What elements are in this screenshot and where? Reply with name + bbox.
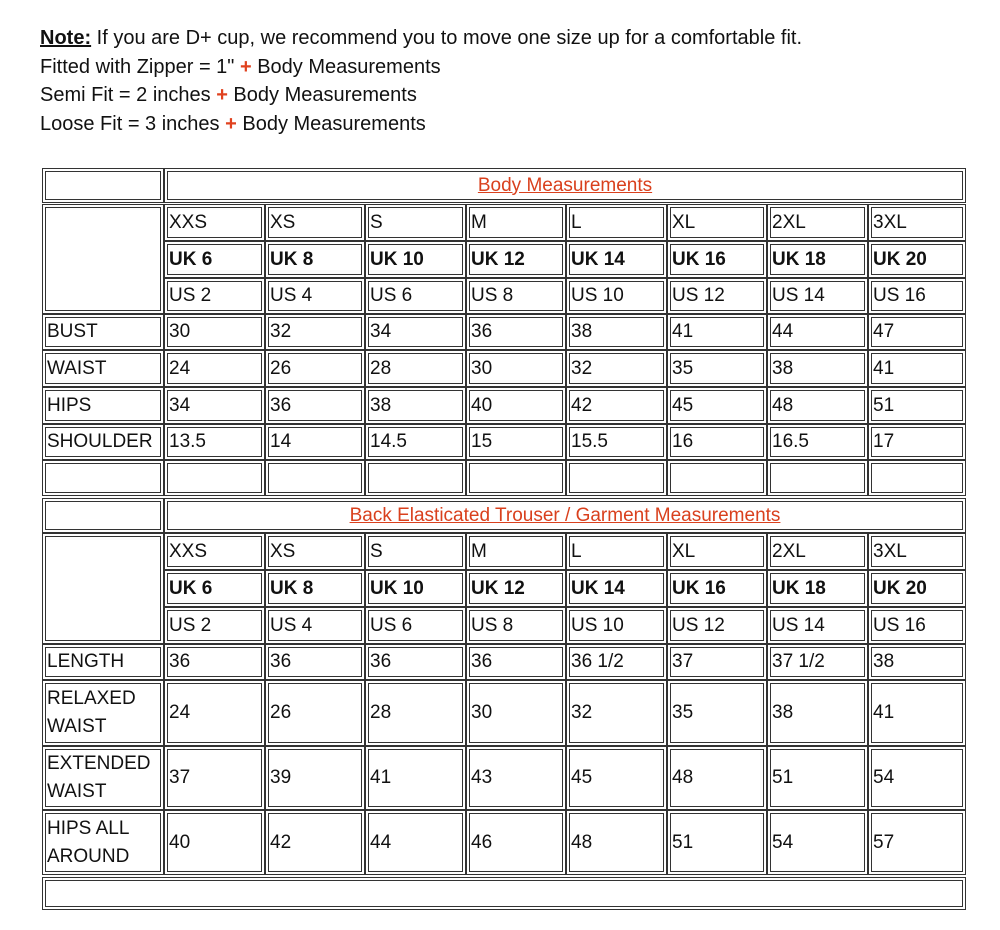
measure-cell: 43 bbox=[466, 746, 566, 810]
blank-cell bbox=[42, 460, 164, 496]
blank-cell bbox=[667, 460, 767, 496]
measure-cell: 17 bbox=[868, 424, 966, 460]
us-size-cell: US 4 bbox=[265, 278, 365, 314]
blank-cell bbox=[164, 460, 265, 496]
measure-cell: 35 bbox=[667, 350, 767, 387]
measure-cell: 36 1/2 bbox=[566, 644, 667, 680]
measure-cell: 15.5 bbox=[566, 424, 667, 460]
fitted-suffix: Body Measurements bbox=[251, 55, 441, 78]
us-size-cell: US 10 bbox=[566, 607, 667, 644]
row-label: HIPS ALL AROUND bbox=[42, 810, 164, 875]
measure-cell: 30 bbox=[466, 350, 566, 387]
measure-cell: 30 bbox=[466, 680, 566, 746]
blank-cell bbox=[566, 460, 667, 496]
table-title: Body Measurements bbox=[164, 168, 966, 203]
semi-prefix: Semi Fit = 2 inches bbox=[40, 84, 217, 106]
measure-cell: 34 bbox=[365, 314, 466, 350]
blank-cell bbox=[466, 460, 566, 496]
loose-prefix: Loose Fit = 3 inches bbox=[40, 112, 226, 135]
measure-cell: 36 bbox=[265, 644, 365, 680]
us-size-cell: US 6 bbox=[365, 607, 466, 644]
uk-size-cell: UK 6 bbox=[164, 570, 265, 607]
measure-cell: 16.5 bbox=[767, 424, 868, 460]
fitted-line bbox=[40, 53, 802, 82]
size-cell: 2XL bbox=[767, 204, 868, 241]
blank-cell bbox=[42, 533, 164, 644]
size-cell: 2XL bbox=[767, 533, 868, 570]
measure-cell: 44 bbox=[767, 314, 868, 350]
size-cell: S bbox=[365, 204, 466, 241]
measure-cell: 24 bbox=[164, 350, 265, 387]
us-size-cell: US 10 bbox=[566, 278, 667, 314]
measure-cell: 41 bbox=[365, 746, 466, 810]
size-cell: M bbox=[466, 204, 566, 241]
size-cell: XL bbox=[667, 204, 767, 241]
size-cell: XXS bbox=[164, 533, 265, 570]
uk-size-cell: UK 10 bbox=[365, 570, 466, 607]
us-size-cell: US 2 bbox=[164, 278, 265, 314]
blank-cell bbox=[868, 460, 966, 496]
us-size-cell: US 16 bbox=[868, 607, 966, 644]
us-size-cell: US 12 bbox=[667, 607, 767, 644]
plus-sign: + bbox=[225, 112, 237, 135]
size-cell: S bbox=[365, 533, 466, 570]
uk-size-cell: UK 12 bbox=[466, 241, 566, 278]
measure-cell: 30 bbox=[164, 314, 265, 350]
us-size-cell: US 14 bbox=[767, 278, 868, 314]
uk-size-cell: UK 20 bbox=[868, 570, 966, 607]
measure-cell: 51 bbox=[767, 746, 868, 810]
measure-cell: 26 bbox=[265, 350, 365, 387]
measure-cell: 24 bbox=[164, 680, 265, 746]
row-label: EXTENDED WAIST bbox=[42, 746, 164, 810]
us-size-cell: US 8 bbox=[466, 278, 566, 314]
measure-cell: 44 bbox=[365, 810, 466, 875]
uk-size-cell: UK 20 bbox=[868, 241, 966, 278]
measure-cell: 38 bbox=[767, 680, 868, 746]
uk-size-cell: UK 16 bbox=[667, 570, 767, 607]
measure-cell: 38 bbox=[767, 350, 868, 387]
measure-cell: 32 bbox=[265, 314, 365, 350]
uk-size-cell: UK 18 bbox=[767, 241, 868, 278]
blank-cell bbox=[42, 168, 164, 203]
measure-cell: 48 bbox=[767, 387, 868, 424]
fitted-prefix: Fitted with Zipper = 1" bbox=[40, 55, 240, 78]
us-size-cell: US 6 bbox=[365, 278, 466, 314]
measure-cell: 40 bbox=[164, 810, 265, 875]
measure-cell: 38 bbox=[365, 387, 466, 424]
measure-cell: 38 bbox=[868, 644, 966, 680]
note-line bbox=[40, 24, 802, 53]
measure-cell: 54 bbox=[767, 810, 868, 875]
measure-cell: 14 bbox=[265, 424, 365, 460]
table-title: Back Elasticated Trouser / Garment Measurements bbox=[164, 498, 966, 533]
us-size-cell: US 4 bbox=[265, 607, 365, 644]
measure-cell: 51 bbox=[667, 810, 767, 875]
blank-cell bbox=[265, 460, 365, 496]
measure-cell: 37 bbox=[667, 644, 767, 680]
note-label: Note: bbox=[40, 27, 92, 49]
measure-cell: 34 bbox=[164, 387, 265, 424]
measure-cell: 38 bbox=[566, 314, 667, 350]
measure-cell: 46 bbox=[466, 810, 566, 875]
plus-sign: + bbox=[216, 84, 228, 106]
measure-cell: 32 bbox=[566, 350, 667, 387]
uk-size-cell: UK 16 bbox=[667, 241, 767, 278]
measure-cell: 28 bbox=[365, 680, 466, 746]
uk-size-cell: UK 18 bbox=[767, 570, 868, 607]
semi-suffix: Body Measurements bbox=[227, 84, 417, 106]
measure-cell: 54 bbox=[868, 746, 966, 810]
measure-cell: 39 bbox=[265, 746, 365, 810]
row-label: WAIST bbox=[42, 350, 164, 387]
us-size-cell: US 8 bbox=[466, 607, 566, 644]
size-cell: 3XL bbox=[868, 204, 966, 241]
size-cell: M bbox=[466, 533, 566, 570]
plus-sign: + bbox=[239, 55, 252, 78]
row-label: RELAXED WAIST bbox=[42, 680, 164, 746]
blank-cell bbox=[42, 498, 164, 533]
uk-size-cell: UK 14 bbox=[566, 570, 667, 607]
measure-cell: 45 bbox=[667, 387, 767, 424]
measure-cell: 37 bbox=[164, 746, 265, 810]
size-cell: XS bbox=[265, 204, 365, 241]
size-cell: XL bbox=[667, 533, 767, 570]
measure-cell: 48 bbox=[667, 746, 767, 810]
measure-cell: 48 bbox=[566, 810, 667, 875]
measure-cell: 40 bbox=[466, 387, 566, 424]
measure-cell: 36 bbox=[164, 644, 265, 680]
measure-cell: 41 bbox=[868, 680, 966, 746]
uk-size-cell: UK 14 bbox=[566, 241, 667, 278]
measure-cell: 37 1/2 bbox=[767, 644, 868, 680]
loose-line bbox=[40, 110, 802, 139]
row-label: SHOULDER bbox=[42, 424, 164, 460]
blank-cell bbox=[42, 877, 966, 910]
us-size-cell: US 16 bbox=[868, 278, 966, 314]
measure-cell: 51 bbox=[868, 387, 966, 424]
us-size-cell: US 2 bbox=[164, 607, 265, 644]
loose-suffix: Body Measurements bbox=[236, 112, 426, 135]
uk-size-cell: UK 8 bbox=[265, 570, 365, 607]
blank-cell bbox=[767, 460, 868, 496]
uk-size-cell: UK 10 bbox=[365, 241, 466, 278]
size-cell: 3XL bbox=[868, 533, 966, 570]
measure-cell: 13.5 bbox=[164, 424, 265, 460]
us-size-cell: US 12 bbox=[667, 278, 767, 314]
measure-cell: 41 bbox=[868, 350, 966, 387]
uk-size-cell: UK 12 bbox=[466, 570, 566, 607]
measure-cell: 41 bbox=[667, 314, 767, 350]
measure-cell: 36 bbox=[365, 644, 466, 680]
size-cell: XXS bbox=[164, 204, 265, 241]
measure-cell: 57 bbox=[868, 810, 966, 875]
us-size-cell: US 14 bbox=[767, 607, 868, 644]
measure-cell: 26 bbox=[265, 680, 365, 746]
fit-notes bbox=[40, 24, 802, 138]
blank-cell bbox=[42, 204, 164, 314]
row-label: HIPS bbox=[42, 387, 164, 424]
measure-cell: 16 bbox=[667, 424, 767, 460]
note-text: If you are D+ cup, we recommend you to move one size up for a comfortable fit. bbox=[91, 27, 803, 49]
measure-cell: 35 bbox=[667, 680, 767, 746]
size-cell: L bbox=[566, 204, 667, 241]
size-cell: L bbox=[566, 533, 667, 570]
measure-cell: 36 bbox=[466, 314, 566, 350]
measure-cell: 42 bbox=[566, 387, 667, 424]
blank-cell bbox=[365, 460, 466, 496]
row-label: BUST bbox=[42, 314, 164, 350]
measure-cell: 42 bbox=[265, 810, 365, 875]
uk-size-cell: UK 8 bbox=[265, 241, 365, 278]
measure-cell: 45 bbox=[566, 746, 667, 810]
uk-size-cell: UK 6 bbox=[164, 241, 265, 278]
measure-cell: 28 bbox=[365, 350, 466, 387]
measure-cell: 36 bbox=[265, 387, 365, 424]
semi-line bbox=[40, 81, 802, 110]
measure-cell: 15 bbox=[466, 424, 566, 460]
size-cell: XS bbox=[265, 533, 365, 570]
measure-cell: 36 bbox=[466, 644, 566, 680]
measure-cell: 14.5 bbox=[365, 424, 466, 460]
measure-cell: 32 bbox=[566, 680, 667, 746]
row-label: LENGTH bbox=[42, 644, 164, 680]
measure-cell: 47 bbox=[868, 314, 966, 350]
